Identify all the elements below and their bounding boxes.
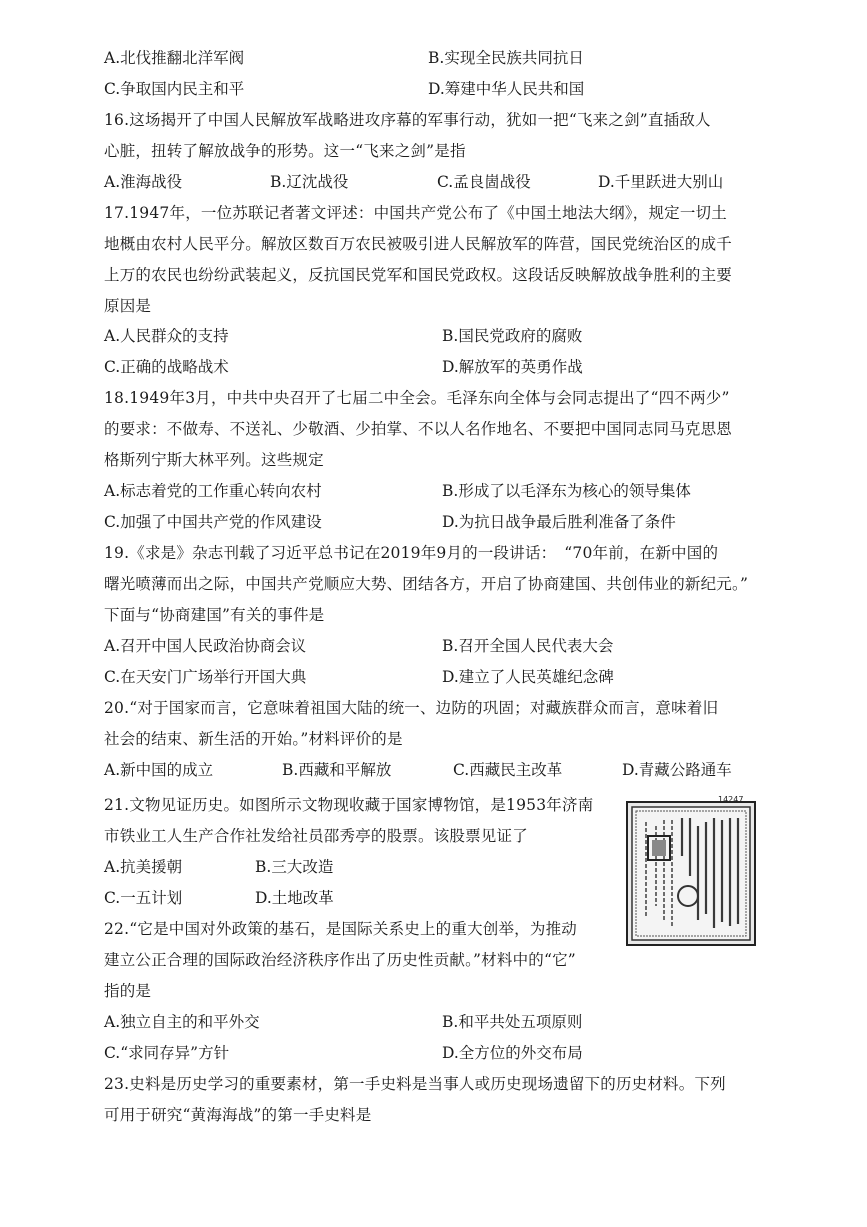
q16-option-c[interactable]: C.孟良崮战役 [437, 173, 531, 191]
q17-stem-line: 地概由农村人民平分。解放区数百万农民被吸引进人民解放军的阵营，国民党统治区的成千 [104, 235, 733, 253]
q15-option-a[interactable]: A.北伐推翻北洋军阀 [104, 49, 245, 67]
q20-option-d[interactable]: D.青藏公路通车 [622, 761, 732, 779]
q17-option-d[interactable]: D.解放军的英勇作战 [442, 358, 583, 376]
q23-stem-line: 可用于研究“黄海海战”的第一手史料是 [104, 1106, 372, 1124]
q19-option-b[interactable]: B.召开全国人民代表大会 [442, 637, 614, 655]
q17-option-a[interactable]: A.人民群众的支持 [104, 327, 229, 345]
q20-stem-line: 社会的结束、新生活的开始。”材料评价的是 [104, 730, 403, 748]
q18-option-d[interactable]: D.为抗日战争最后胜利准备了条件 [442, 513, 676, 531]
q17-option-b[interactable]: B.国民党政府的腐败 [442, 327, 583, 345]
q19-stem-line: 19.《求是》杂志刊载了习近平总书记在2019年9月的一段讲话： “70年前，在新中国的 [104, 544, 719, 562]
q21-option-d[interactable]: D.土地改革 [255, 889, 334, 907]
q21-stem-line: 21.文物见证历史。如图所示文物现收藏于国家博物馆，是1953年济南 [104, 796, 594, 814]
q15-option-b[interactable]: B.实现全民族共同抗日 [428, 49, 584, 67]
q20-option-b[interactable]: B.西藏和平解放 [282, 761, 392, 779]
q22-stem-line: 指的是 [104, 982, 152, 1000]
q20-option-a[interactable]: A.新中国的成立 [104, 761, 214, 779]
q18-stem-line: 18.1949年3月，中共中央召开了七届二中全会。毛泽东向全体与会同志提出了“四不两少” [104, 389, 730, 407]
q16-option-b[interactable]: B.辽沈战役 [270, 173, 349, 191]
q18-option-b[interactable]: B.形成了以毛泽东为核心的领导集体 [442, 482, 691, 500]
q16-option-d[interactable]: D.千里跃进大别山 [598, 173, 724, 191]
q18-stem-line: 的要求：不做寿、不送礼、少敬酒、少拍掌、不以人名作地名、不要把中国同志同马克思恩 [104, 420, 733, 438]
q17-stem-line: 上万的农民也纷纷武装起义，反抗国民党军和国民党政权。这段话反映解放战争胜利的主要 [104, 266, 733, 284]
q22-option-b[interactable]: B.和平共处五项原则 [442, 1013, 583, 1031]
q16-stem-line: 心脏，扭转了解放战争的形势。这一“飞来之剑”是指 [104, 142, 466, 160]
q17-option-c[interactable]: C.正确的战略战术 [104, 358, 229, 376]
q17-stem-line: 17.1947年，一位苏联记者著文评述：中国共产党公布了《中国土地法大纲》，规定一切土 [104, 204, 727, 222]
q22-option-c[interactable]: C.“求同存异”方针 [104, 1044, 230, 1062]
q23-stem-line: 23.史料是历史学习的重要素材，第一手史料是当事人或历史现场遗留下的历史材料。下列 [104, 1075, 726, 1093]
q15-option-c[interactable]: C.争取国内民主和平 [104, 80, 245, 98]
q22-option-a[interactable]: A.独立自主的和平外交 [104, 1013, 260, 1031]
q22-stem-line: 建立公正合理的国际政治经济秩序作出了历史性贡献。”材料中的“它” [104, 951, 576, 969]
q19-option-c[interactable]: C.在天安门广场举行开国大典 [104, 668, 307, 686]
stock-certificate-image [626, 796, 756, 946]
q20-stem-line: 20.“对于国家而言，它意味着祖国大陆的统一、边防的巩固；对藏族群众而言，意味着旧 [104, 699, 719, 717]
q16-option-a[interactable]: A.淮海战役 [104, 173, 183, 191]
q22-stem-line: 22.“它是中国对外政策的基石，是国际关系史上的重大创举，为推动 [104, 920, 577, 938]
q19-stem-line: 下面与“协商建国”有关的事件是 [104, 606, 325, 624]
q21-option-c[interactable]: C.一五计划 [104, 889, 183, 907]
q22-option-d[interactable]: D.全方位的外交布局 [442, 1044, 583, 1062]
q19-option-d[interactable]: D.建立了人民英雄纪念碑 [442, 668, 614, 686]
q15-option-d[interactable]: D.筹建中华人民共和国 [428, 80, 585, 98]
q19-option-a[interactable]: A.召开中国人民政治协商会议 [104, 637, 307, 655]
q19-stem-line: 曙光喷薄而出之际，中国共产党顺应大势、团结各方，开启了协商建国、共创伟业的新纪元。” [104, 575, 749, 593]
q18-stem-line: 格斯列宁斯大林平列。这些规定 [104, 451, 324, 469]
q21-option-a[interactable]: A.抗美援朝 [104, 858, 183, 876]
q21-stem-line: 市铁业工人生产合作社发给社员邵秀亭的股票。该股票见证了 [104, 827, 528, 845]
q18-option-c[interactable]: C.加强了中国共产党的作风建设 [104, 513, 322, 531]
q16-stem-line: 16.这场揭开了中国人民解放军战略进攻序幕的军事行动，犹如一把“飞来之剑”直插敌人 [104, 111, 711, 129]
q21-option-b[interactable]: B.三大改造 [255, 858, 334, 876]
certificate-number: 14247 [718, 796, 744, 804]
q18-option-a[interactable]: A.标志着党的工作重心转向农村 [104, 482, 322, 500]
q17-stem-line: 原因是 [104, 297, 152, 315]
q20-option-c[interactable]: C.西藏民主改革 [453, 761, 563, 779]
